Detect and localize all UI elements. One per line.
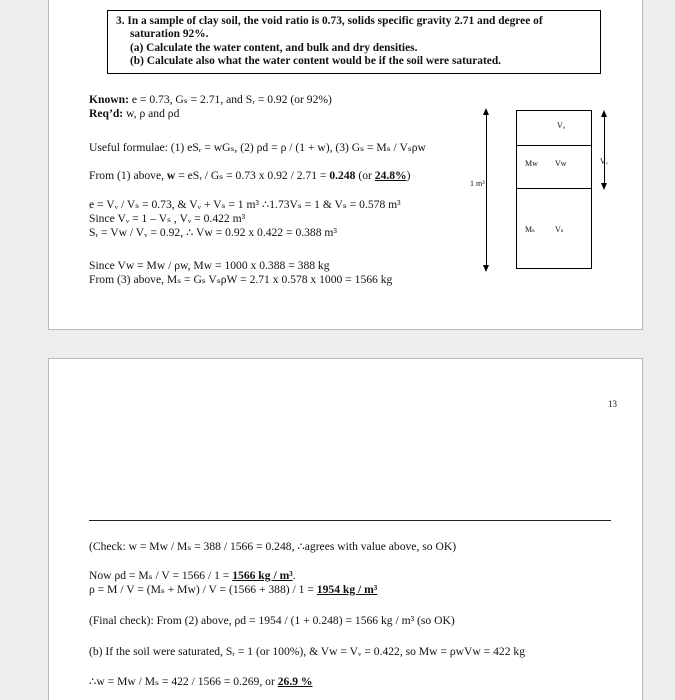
required-text: w, ρ and ρd (123, 107, 180, 120)
soil-volume-box (516, 110, 592, 269)
equation-3: Sᵣ = Vw / Vᵥ = 0.92, ∴ Vw = 0.92 x 0.422 = 0.388 m³ (89, 226, 337, 239)
equation-2: Since Vᵥ = 1 – Vₛ , Vᵥ = 0.422 m³ (89, 212, 246, 225)
total-volume-line (486, 114, 487, 266)
water-content-line (89, 169, 411, 183)
from1-formula: = eSᵣ / Gₛ = 0.73 x 0.92 / 2.71 = (175, 169, 330, 182)
equation-4: Since Vw = Mw / ρw, Mw = 1000 x 0.388 = 388 kg (89, 259, 330, 272)
void-volume-label: Vᵥ (600, 157, 609, 166)
question-line-1: 3. In a sample of clay soil, the void ratio is 0.73, solids specific gravity 2.71 and degree of (116, 15, 543, 27)
dry-density-period: . (292, 569, 296, 582)
bulk-density-value: 1954 kg / m³ (316, 583, 378, 596)
bulk-density-formula: ρ = M / V = (Mₛ + Mw) / V = (1566 + 388) / 1 = (89, 583, 317, 596)
page-number: 13 (608, 399, 617, 409)
question-line-2: saturation 92%. (130, 28, 209, 41)
useful-formulae: Useful formulae: (1) eSᵣ = wGₛ, (2) ρd = ρ / (1 + w), (3) Gₛ = Mₛ / Vₛρw (89, 141, 426, 154)
page-1 (48, 0, 643, 330)
solids-mass-label: Mₛ (525, 225, 535, 234)
one-cubic-metre-label: 1 m³ (470, 179, 485, 188)
known-line (89, 93, 332, 107)
dry-density-value: 1566 kg / m³ (232, 569, 293, 582)
section-divider (89, 520, 611, 521)
question-line-4: (b) Calculate also what the water content would be if the soil were saturated. (130, 55, 502, 68)
from1-percent: 24.8% (374, 169, 407, 182)
from1-value: 0.248 (329, 169, 356, 182)
water-solids-divider (516, 188, 592, 189)
arrow-down-icon (483, 265, 489, 272)
void-arrow-down-icon (601, 183, 607, 190)
saturated-line: (b) If the soil were saturated, Sᵣ = 1 (or 100%), & Vw = Vᵥ = 0.422, so Mw = ρwVw = 422 kg (89, 645, 525, 658)
saturated-w-value: 26.9 % (277, 675, 313, 688)
bulk-density-line (89, 583, 377, 597)
air-water-divider (516, 145, 592, 146)
equation-1: e = Vᵥ / Vₛ = 0.73, & Vᵥ + Vₛ = 1 m³ ∴1.73Vₛ = 1 & Vₛ = 0.578 m³ (89, 198, 401, 211)
from1-prefix: From (1) above, (89, 169, 167, 182)
water-mass-label: Mw (525, 159, 538, 168)
question-line-3: (a) Calculate the water content, and bulk and dry densities. (130, 41, 418, 54)
question-box (107, 10, 601, 74)
from1-paren: (or (355, 169, 375, 182)
required-label: Req’d: (89, 107, 124, 120)
required-line (89, 107, 179, 121)
dry-density-formula: Now ρd = Mₛ / V = 1566 / 1 = (89, 569, 233, 582)
known-text: e = 0.73, Gₛ = 2.71, and Sᵣ = 0.92 (or 92%) (128, 93, 332, 106)
final-check-line: (Final check): From (2) above, ρd = 1954 / (1 + 0.248) = 1566 kg / m³ (so OK) (89, 614, 455, 627)
equation-5: From (3) above, Mₛ = Gₛ VₛρW = 2.71 x 0.578 x 1000 = 1566 kg (89, 273, 393, 286)
water-volume-label: Vw (555, 159, 567, 168)
known-label: Known: (89, 93, 129, 106)
saturated-water-content-line (89, 675, 313, 689)
solids-volume-label: Vₛ (555, 225, 564, 234)
from1-w: w (166, 169, 176, 182)
from1-close: ) (406, 169, 411, 182)
air-volume-label: Vₐ (557, 121, 565, 130)
dry-density-line (89, 569, 296, 583)
saturated-w-formula: ∴w = Mw / Mₛ = 422 / 1566 = 0.269, or (89, 675, 278, 688)
check-line: (Check: w = Mw / Mₛ = 388 / 1566 = 0.248, ∴agrees with value above, so OK) (89, 540, 457, 553)
page-2 (48, 358, 643, 700)
void-volume-line (604, 116, 605, 184)
